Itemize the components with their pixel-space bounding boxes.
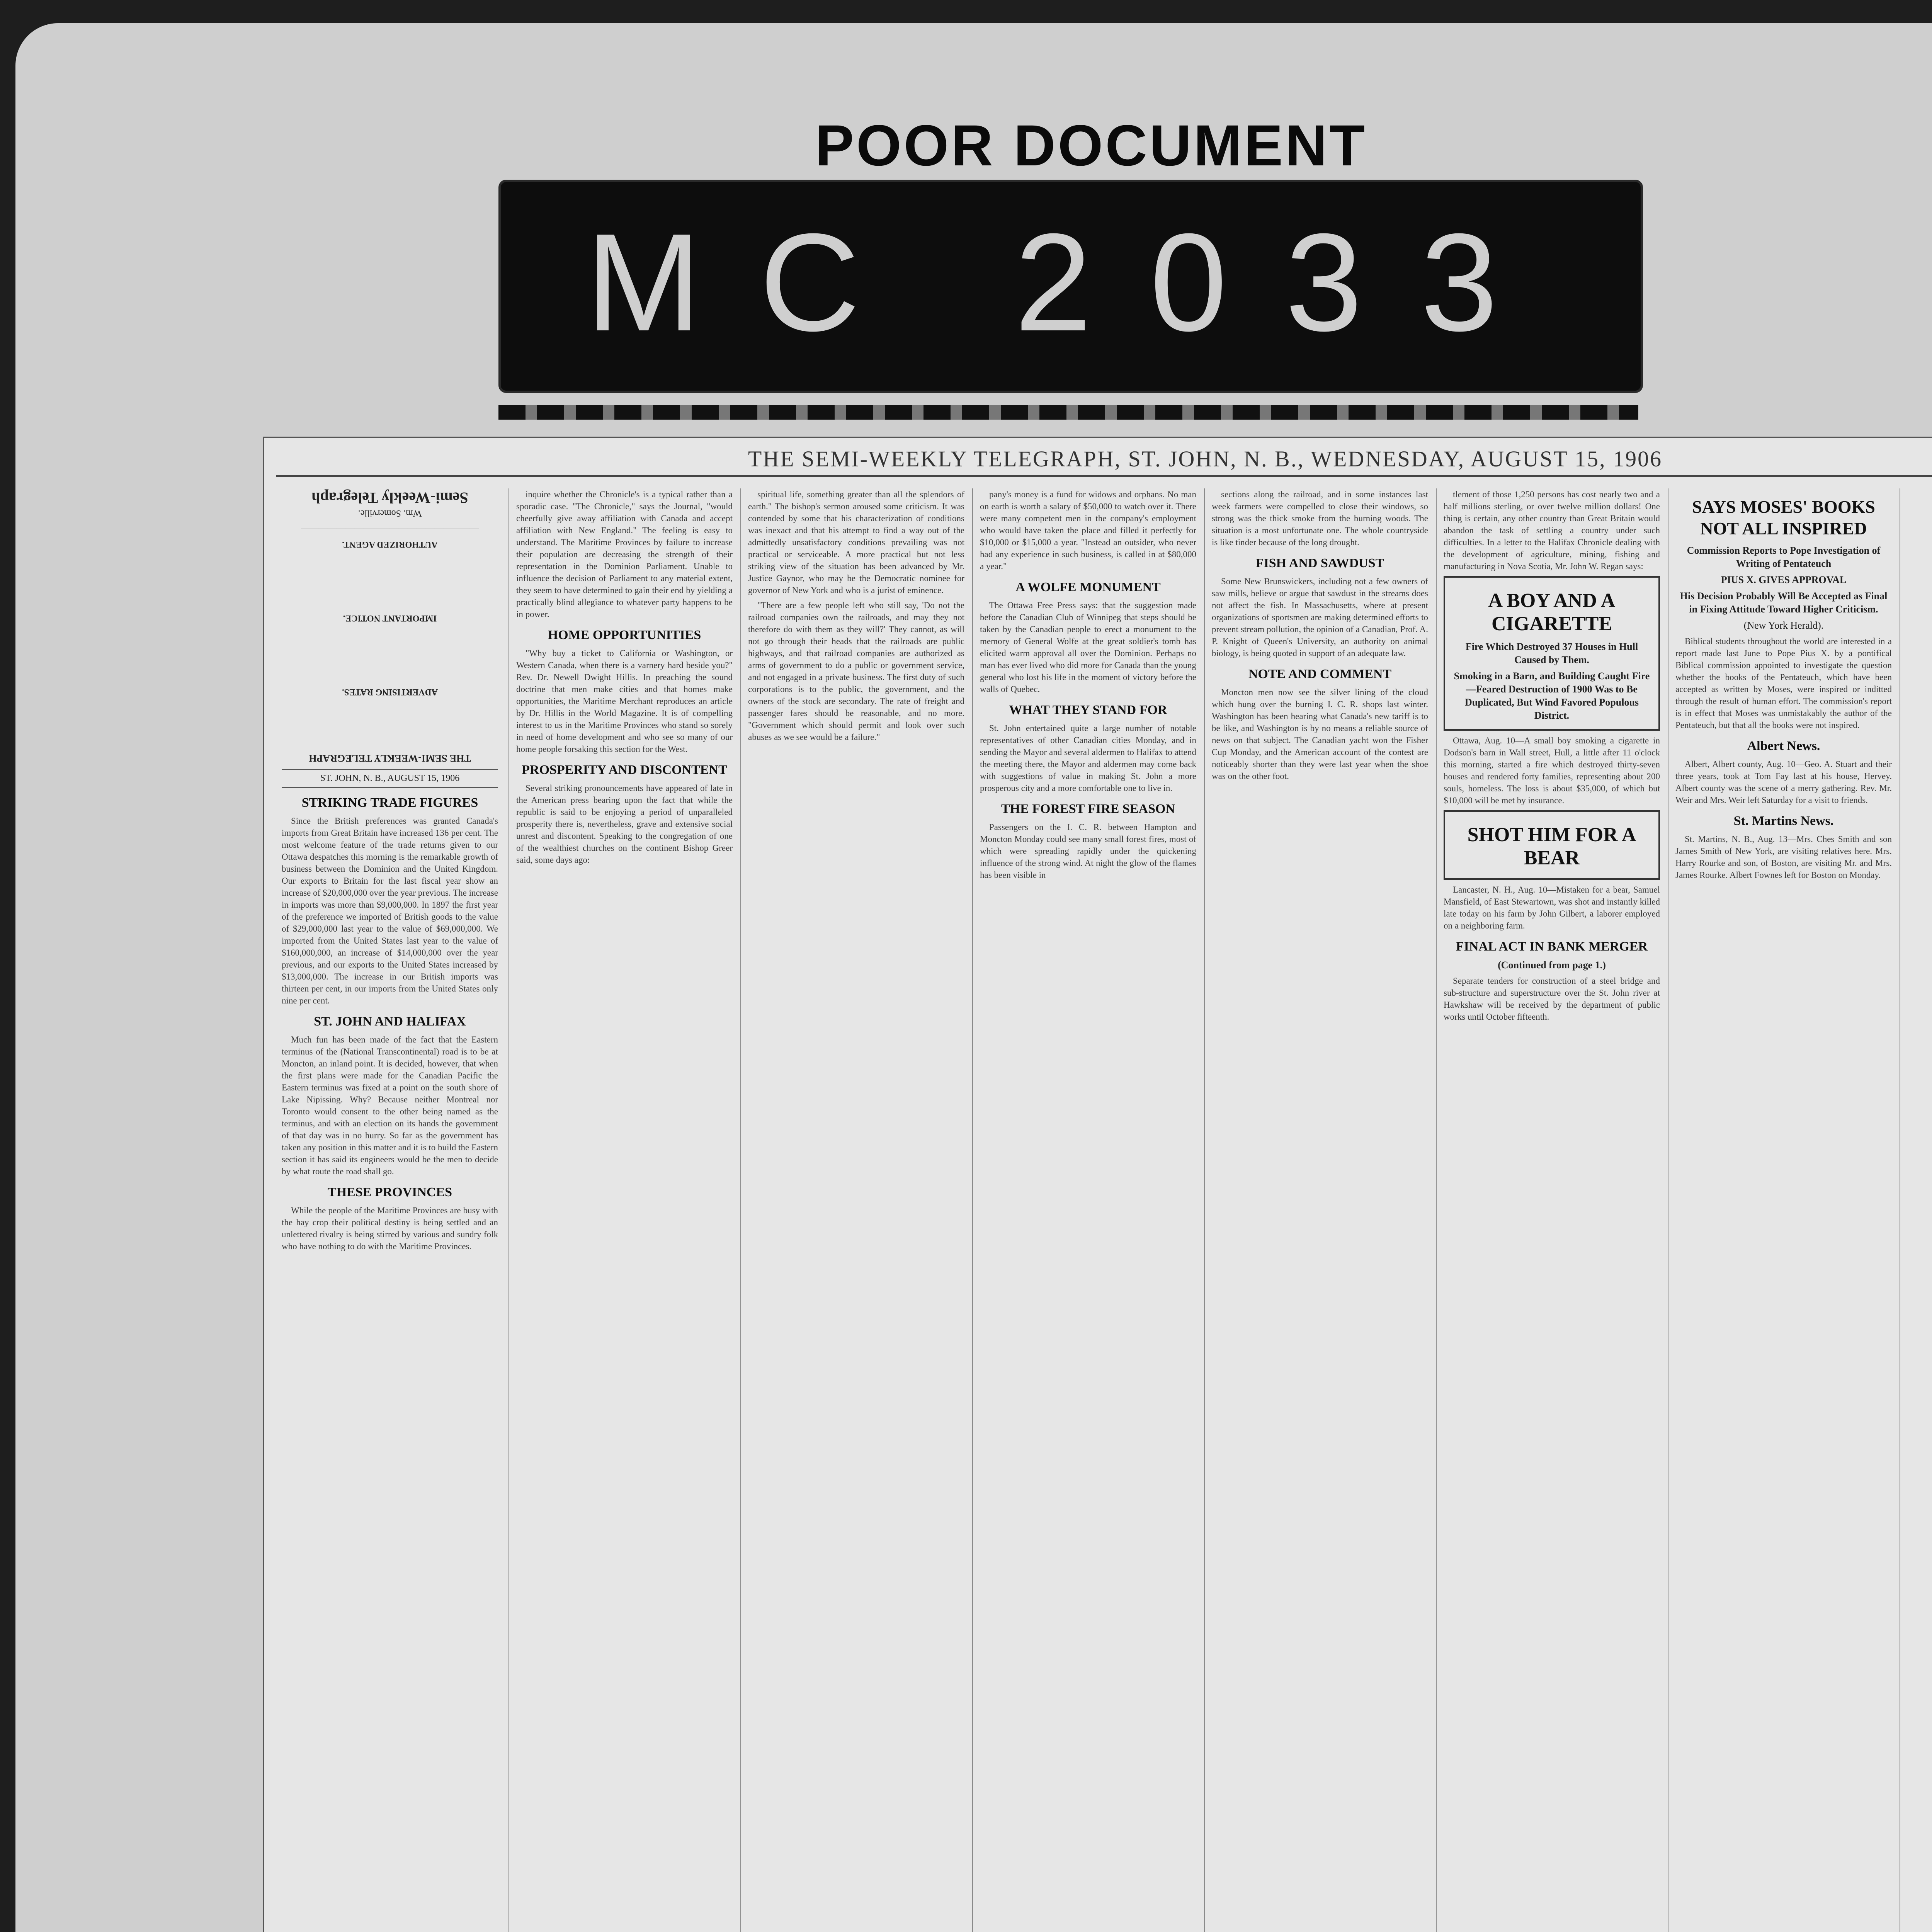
- column-8: [1907, 488, 1932, 1932]
- article-moses-books: Biblical students throughout the world are interested in a report made last June to Pope Pius X. by a pontifical Biblical commission appointed to investigate the question whether the books of the Pentateuch, which have been accepted as written by Moses, were inspired or inditted through the result of human effort. The commission's report is in effect that Moses was unmistakably the author of the Pentateuch, but that all the books were not inspired.: [1675, 636, 1892, 730]
- headline-moses-books: SAYS MOSES' BOOKS NOT ALL INSPIRED: [1692, 497, 1875, 538]
- headline-st-martins-news: St. Martins News.: [1733, 814, 1834, 828]
- article-smoke-drought: sections along the railroad, and in some instances last week farmers were compelled to close their windows, so strong was the thick smoke from the burning woods. The situation is a most unfortunate one. The whole countryside is like tinder because of the long drought.: [1212, 490, 1428, 547]
- headline-trade-figures: STRIKING TRADE FIGURES: [301, 796, 478, 810]
- newspaper-page: [263, 437, 1932, 1932]
- source-moses: (New York Herald).: [1743, 620, 1824, 631]
- film-code-bar: [498, 180, 1643, 393]
- article-prosperity-discontent: Several striking pronouncements have appeared of late in the American press bearing upon the fact that while the republic is said to be enjoying a period of unparalleled prosperity there is, nevertheless, grave and extensive social unrest and discontent. Speaking to the congregation of one of the wealthiest churches on the continent Bishop Greer said, some days ago:: [516, 783, 733, 865]
- article-home-opportunities: "Why buy a ticket to California or Washington, or Western Canada, when there is a varnery hard beside you?" Rev. Dr. Newell Dwight Hillis. In preaching the sound doctrine that men make cities and that homes make opportunities, the Maritime Merchant reproduces an article by Dr. Hillis in the World Magazine. It is of compelling interest to us in the Maritime Provinces who stand so sorely in need of home development and who see so many of our home people forsaking this section for the West.: [516, 648, 733, 754]
- column-3: [748, 488, 964, 1932]
- column-divider: [1204, 488, 1205, 1932]
- headline-wolfe-monument: A WOLFE MONUMENT: [1015, 580, 1161, 594]
- boxed-story-boy-cigarette: [1444, 576, 1660, 731]
- article-albert-news: Albert, Albert county, Aug. 10—Geo. A. Stuart and their three years, took at Tom Fay last at his house, Hervey. Albert county was the scene of a merry gathering. Rev. Mr. Weir and Mrs. Weir left Saturday for a visit to friends.: [1675, 759, 1892, 805]
- article-insurance: pany's money is a fund for widows and orphans. No man on earth is worth a salary of $50,000 to watch over it. There were many competent men in the company's employment who would have taken the place and filled it perfectly for $10,000 or $15,000 a year. "Instead an outsider, who never had any experience in such business, is called in at $80,000 a year.": [980, 490, 1196, 571]
- dateline: ST. JOHN, N. B., AUGUST 15, 1906: [282, 769, 498, 788]
- upside-down-block: [282, 698, 498, 752]
- subhead-boy-cigarette-1: Fire Which Destroyed 37 Houses in Hull Caused by Them.: [1465, 641, 1638, 665]
- newspaper-masthead: THE SEMI-WEEKLY TELEGRAPH, ST. JOHN, N. B., WEDNESDAY, AUGUST 15, 1906: [748, 446, 1663, 471]
- poor-document-label: POOR DOCUMENT: [815, 113, 1367, 178]
- upside-semi-weekly: THE SEMI-WEEKLY TELEGRAPH: [309, 753, 471, 764]
- article-st-john-halifax: Much fun has been made of the fact that the Eastern terminus of the (National Transcontinental) road is to be at Moncton, an inland point. It is decided, however, that when the first plans were made for the Canadian Pacific the Eastern terminus was fixed at a point on the south shore of Lake Nipissing. Why? Because neither Montreal nor Toronto would consent to the other being named as the terminus, and with an election on its hands the government of that day was in no hurry. So far as the government has taken any position in this matter and it is to build the Eastern section it has said its engineers would be the men to decide by what route the road shall go.: [282, 1035, 498, 1176]
- column-4: [980, 488, 1196, 1932]
- column-divider: [1436, 488, 1437, 1932]
- upside-authorized-agent: AUTHORIZED AGENT.: [342, 540, 438, 549]
- article-spiritual-life: spiritual life, something greater than all the splendors of earth." The bishop's sermon aroused some criticism. It was contended by some that his characterization of conditions was inexact and that his attempt to find a way out of the admittedly unsatisfactory conditions prevailing was not practical or serviceable. A more practical but not less striking view of the situation has been advanced by Mr. Justice Gaynor, who may be the Democratic nominee for governor of New York and who is a jurist of eminence.: [748, 490, 964, 595]
- upside-down-name: Wm. Somerville.: [358, 508, 422, 518]
- subhead-moses-2: PIUS X. GIVES APPROVAL: [1721, 574, 1847, 585]
- article-railroads: "There are a few people left who still say, 'Do not the railroad companies own the railroads, and may they not therefore do with them as they will?' They cannot, as will not go through their heads that the railroads are public highways, and that railroad companies are authorized as arms of government to do a public or government service, and not engaged in a private business. The first duty of such corporations is to the public, the government, and the owners of the stock are secondary. The rate of freight and passenger fares should be reasonable, and no more. "Government which should permit and look over such abuses as we see would be a failure.": [748, 600, 964, 742]
- headline-bank-merger: FINAL ACT IN BANK MERGER: [1456, 939, 1648, 954]
- column-7: [1675, 488, 1892, 1932]
- article-st-martins-news: St. Martins, N. B., Aug. 13—Mrs. Ches Smith and son James Smith of New York, are visiting relatives here. Mrs. Harry Rourke and son, of Boston, are visiting Mr. and Mrs. James Rourke. Albert Fownes left for Boston on Monday.: [1675, 834, 1892, 880]
- headline-st-john-halifax: ST. JOHN AND HALIFAX: [314, 1014, 466, 1029]
- article-boy-cigarette: Ottawa, Aug. 10—A small boy smoking a cigarette in Dodson's barn in Wall street, Hull, a little after 11 o'clock this morning, started a fire which destroyed thirty-seven houses and rendered forty families, representing about 200 souls, homeless. The loss is about $35,000, of which but $10,000 will be met by insurance.: [1444, 736, 1660, 805]
- column-6: [1444, 488, 1660, 1932]
- headline-fish-sawdust: FISH AND SAWDUST: [1255, 556, 1384, 570]
- column-divider: [972, 488, 973, 1932]
- upside-down-block: [282, 624, 498, 686]
- headline-forest-fire-season: THE FOREST FIRE SEASON: [1001, 802, 1175, 816]
- column-divider: [740, 488, 741, 1932]
- headline-prosperity-discontent: PROSPERITY AND DISCONTENT: [522, 763, 727, 777]
- article-settlement: tlement of those 1,250 persons has cost nearly two and a half millions sterling, or over twelve million dollars! One thing is certain, any other country than Great Britain would abandon the task of settling a country under such difficulties. In a letter to the Halifax Chronicle dealing with the development of agriculture, mining, fishing and manufacturing in Nova Scotia, Mr. John W. Regan says:: [1444, 490, 1660, 571]
- film-code-text: MC 2033: [585, 205, 1556, 360]
- headline-home-opportunities: HOME OPPORTUNITIES: [548, 628, 701, 642]
- article-forest-fire-season: Passengers on the I. C. R. between Hampton and Moncton Monday could see many small forest fires, most of which were spreading rapidly under the quickening influence of the strong wind. At night the glow of the flames has been visible in: [980, 822, 1196, 880]
- column-5: [1212, 488, 1428, 1932]
- subhead-moses-1: Commission Reports to Pope Investigation of Writing of Pentateuch: [1687, 545, 1881, 569]
- headline-these-provinces: THESE PROVINCES: [327, 1185, 452, 1199]
- column-1: [282, 488, 498, 1932]
- article-wolfe-monument: The Ottawa Free Press says: that the suggestion made before the Canadian Club of Winnipeg that steps should be taken by the Canadian people to erect a monument to the memory of General Wolfe at the great soldier's tomb has elicited warm approval all over the Dominion. Perhaps no man has ever lived who did more for Canada than the young general who lost his life in the moment of victory before the walls of Quebec.: [980, 600, 1196, 694]
- headline-shot-bear: SHOT HIM FOR A BEAR: [1467, 824, 1636, 869]
- article-bank-merger: Separate tenders for construction of a steel bridge and sub-structure and superstructure over the St. John river at Hawkshaw will be received by the department of public works until October fifteenth.: [1444, 976, 1660, 1022]
- headline-what-they-stand-for: WHAT THEY STAND FOR: [1009, 703, 1167, 717]
- headline-boy-cigarette: A BOY AND A CIGARETTE: [1488, 590, 1616, 635]
- column-2: [516, 488, 733, 1932]
- upside-down-block: [282, 551, 498, 612]
- subhead-moses-3: His Decision Probably Will Be Accepted as Final in Fixing Attitude Toward Higher Criticism.: [1680, 590, 1888, 615]
- upside-important-notice: IMPORTANT NOTICE.: [343, 614, 437, 623]
- article-what-they-stand-for: St. John entertained quite a large number of notable representatives of other Canadian cities Monday, and in sending the Mayor and several aldermen to Halifax to attend the meeting there, the Mayor and aldermen may come back with suggestions of value in making St. John a more prosperous city and a more comfortable one to live in.: [980, 723, 1196, 793]
- boxed-story-bear: [1444, 810, 1660, 880]
- article-fish-sawdust: Some New Brunswickers, including not a few owners of saw mills, believe or argue that sawdust in the streams does not affect the fish. In Massachusetts, where at present organizations of sportsmen are making determined efforts to prevent stream pollution, the opinion of a Canadian, Prof. A. P. Knight of Queen's University, an authority on animal biology, is being quoted in support of an adequate law.: [1212, 577, 1428, 658]
- article-note-comment: Moncton men now see the silver lining of the cloud which hung over the burning I. C. R. shops last winter. Washington has been hearing what Canada's new tariff is to be like, and Washington is by no means a reliable source of news on that subject. The Canadian yacht won the Fisher Cup Monday, and the American account of the contest are noticeably shorter than they were last year when the shoe was on the other foot.: [1212, 687, 1428, 781]
- article-shot-bear: Lancaster, N. H., Aug. 10—Mistaken for a bear, Samuel Mansfield, of East Stewartown, was shot and instantly killed late today on his farm by John Gilbert, a laborer employed on a neighboring farm.: [1444, 885, 1660, 930]
- upside-down-text: ————————————————————: [301, 524, 479, 534]
- masthead-rule: [276, 475, 1932, 477]
- subhead-boy-cigarette-2: Smoking in a Barn, and Building Caught Fire—Feared Destruction of 1900 Was to Be Duplicated, But Wind Favored Populous District.: [1454, 670, 1650, 721]
- upside-down-title: Semi-Weekly Telegraph: [311, 489, 468, 507]
- upside-advertising-rates: ADVERTISING RATES.: [342, 687, 438, 697]
- article-these-provinces: While the people of the Maritime Provinces are busy with the hay crop their political destiny is being settled and an unlettered rivalry is being stirred by various and sundry folk who have nothing to do with the Maritime Provinces.: [282, 1206, 498, 1251]
- article-chronicle-continued: inquire whether the Chronicle's is a typical rather than a sporadic case. "The Chronicle," says the Journal, "would cheerfully give away affiliation with Canada and accept affiliation with New England." The feeling is easy to understand. The Maritime Provinces by failure to increase their population are decreasing the strength of their representation in the Dominion Parliament. Unable to influence the decision of Parliament to any material extent, they seem to have determined to gain their end by yielding a practically blind allegiance to whatever party happens to be in power.: [516, 490, 733, 619]
- subhead-bank-merger: (Continued from page 1.): [1498, 959, 1606, 971]
- headline-albert-news: Albert News.: [1747, 739, 1820, 753]
- headline-note-comment: NOTE AND COMMENT: [1248, 667, 1392, 681]
- film-perforation-strip: [498, 405, 1638, 420]
- article-trade-figures: Since the British preferences was granted Canada's imports from Great Britain have increased 136 per cent. The most welcome feature of the trade returns given to our Ottawa despatches this morning is the remarkable growth of business between the Dominion and the United Kingdom. Our exports to Britain for the last fiscal year show an increase of $20,000,000 over the year previous. The increase in imports was more than $9,000,000. In 1897 the first year of the preference we imported of British goods to the value of $29,000,000 last year to the value of $69,000,000. We imported from the United States last year to the value of $160,000,000, an increase of $14,000,000 over the year previous, and our exports to the United States increased by $13,000,000. The increase in our British imports was thirteen per cent, in our imports from the United States only nine per cent.: [282, 816, 498, 1005]
